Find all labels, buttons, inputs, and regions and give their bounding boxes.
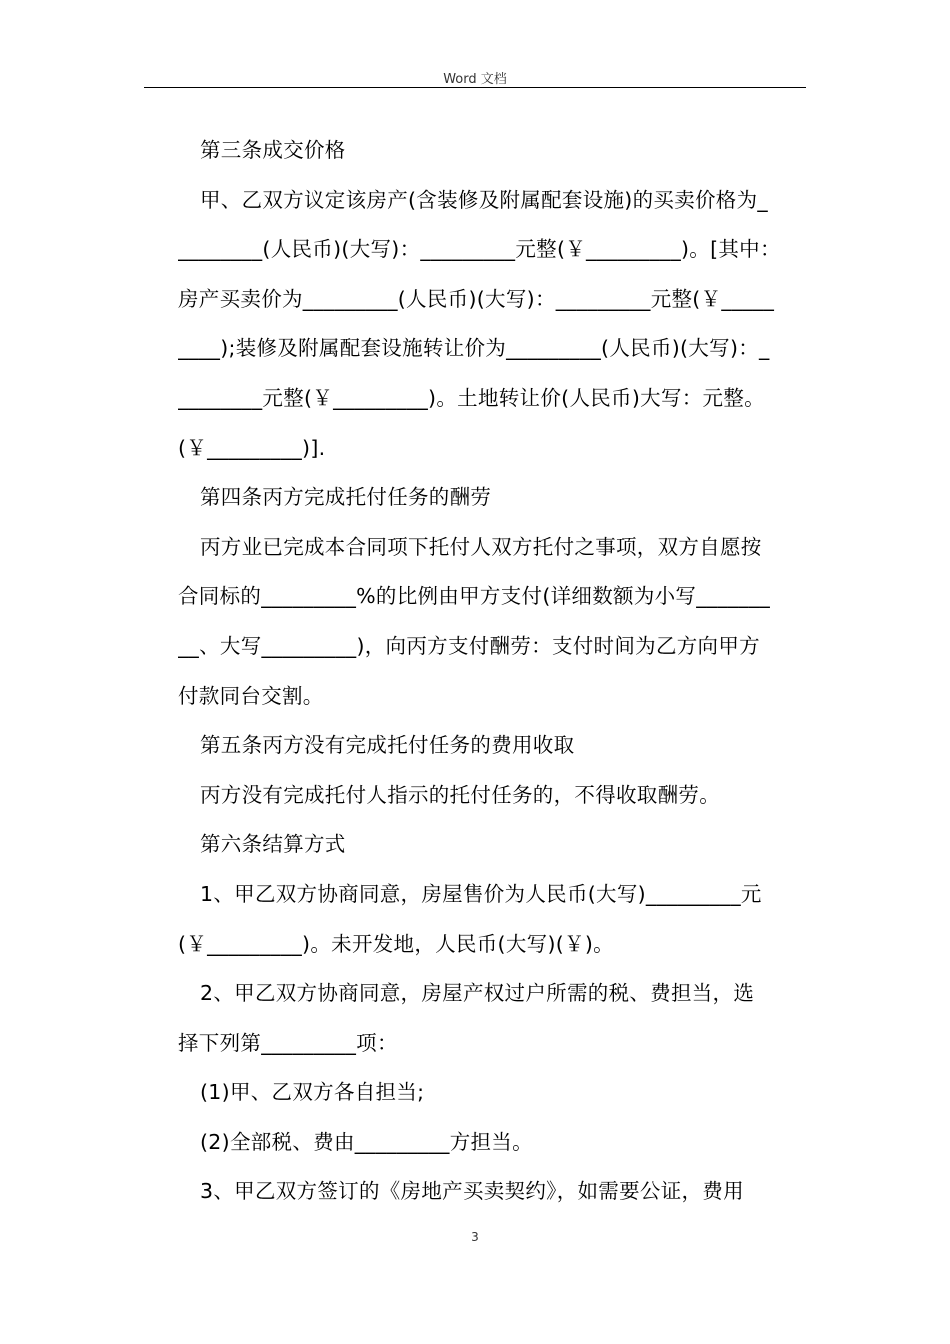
- paragraph-line: 甲、乙双方议定该房产(含装修及附属配套设施)的买卖价格为_: [200, 187, 768, 212]
- page-header-title: Word 文档: [443, 72, 507, 87]
- paragraph-line: (￥_________)].: [178, 435, 326, 460]
- paragraph-line: 第四条丙方完成托付任务的酬劳: [200, 485, 492, 510]
- paragraph-line: (￥_________)。未开发地，人民币(大写)(￥)。: [178, 931, 614, 956]
- paragraph-line: 3、甲乙双方签订的《房地产买卖契约》，如需要公证，费用: [200, 1179, 744, 1204]
- header-divider: [144, 87, 806, 88]
- page-number: 3: [471, 1230, 479, 1244]
- paragraph-line: 丙方业已完成本合同项下托付人双方托付之事项，双方自愿按: [200, 534, 762, 559]
- paragraph-line: 2、甲乙双方协商同意，房屋产权过户所需的税、费担当，选: [200, 981, 755, 1006]
- document-body: [178, 126, 804, 1217]
- paragraph-line: 丙方没有完成托付人指示的托付任务的，不得收取酬劳。: [200, 782, 720, 807]
- paragraph-line: (1)甲、乙双方各自担当;: [200, 1080, 425, 1105]
- paragraph-line: 合同标的_________%的比例由甲方支付(详细数额为小写_______: [178, 584, 771, 609]
- paragraph-line: ________元整(￥_________)。土地转让价(人民币)大写：元整。: [178, 385, 765, 410]
- paragraph-line: 第六条结算方式: [200, 832, 346, 857]
- paragraph-line: __、大写_________)，向丙方支付酬劳：支付时间为乙方向甲方: [178, 633, 760, 658]
- paragraph-line: 1、甲乙双方协商同意，房屋售价为人民币(大写)_________元: [200, 881, 762, 906]
- paragraph-line: 房产买卖价为_________(人民币)(大写)：_________元整(￥_____: [178, 286, 775, 311]
- paragraph-line: 第三条成交价格: [200, 138, 346, 162]
- paragraph-line: 择下列第_________项：: [178, 1030, 398, 1055]
- paragraph-line: ____);装修及附属配套设施转让价为_________(人民币)(大写)：_: [178, 336, 770, 361]
- paragraph-line: (2)全部税、费由_________方担当。: [200, 1129, 533, 1154]
- paragraph-line: 第五条丙方没有完成托付任务的费用收取: [200, 733, 575, 758]
- paragraph-line: 付款同台交割。: [178, 683, 324, 708]
- paragraph-line: ________(人民币)(大写)：_________元整(￥_________)。[其中：: [178, 237, 781, 262]
